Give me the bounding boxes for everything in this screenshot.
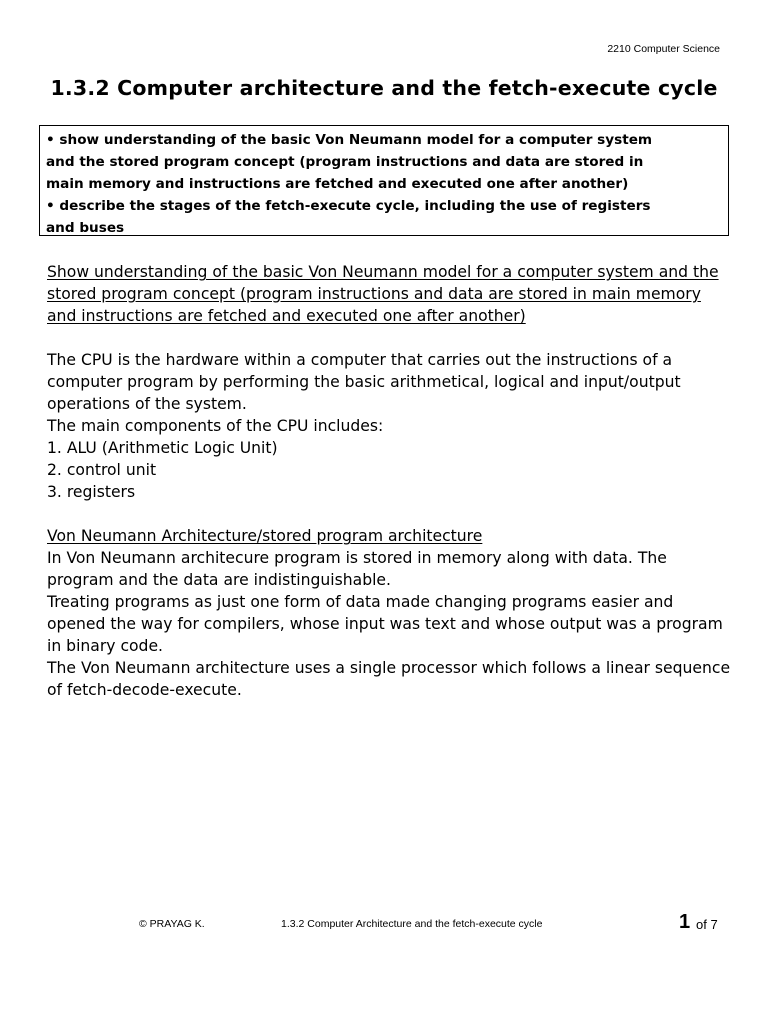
paragraph-line: The CPU is the hardware within a computer that carries out the instructions of a [47,351,673,369]
objective-line: • show understanding of the basic Von Neumann model for a computer system [46,132,653,148]
footer-copyright: © PRAYAG K. [139,918,205,930]
page-footer [0,911,768,937]
objective-line: • describe the stages of the fetch-execute cycle, including the use of registers [46,198,651,214]
paragraph-line: in binary code. [47,637,164,655]
page-total: of 7 [696,917,718,932]
section-heading-line: and instructions are fetched and executed one after another) [47,307,526,325]
paragraph-line: operations of the system. [47,395,247,413]
components-intro: The main components of the CPU includes: [47,417,384,435]
list-item: 1. ALU (Arithmetic Logic Unit) [47,439,278,457]
page-number: 1 [679,911,691,933]
list-item: 3. registers [47,483,136,501]
header-course: 2210 Computer Science [607,43,720,55]
list-item: 2. control unit [47,461,157,479]
objective-line: main memory and instructions are fetched and executed one after another) [46,176,629,192]
objective-line: and buses [46,220,125,236]
section-heading-line: Show understanding of the basic Von Neumann model for a computer system and the [47,263,719,281]
page-title: 1.3.2 Computer architecture and the fetch-execute cycle [50,76,718,100]
learning-objectives-box [39,125,729,236]
paragraph-line: In Von Neumann architecure program is stored in memory along with data. The [47,549,667,567]
paragraph-line: of fetch-decode-execute. [47,681,242,699]
main-content [47,261,732,701]
paragraph-line: opened the way for compilers, whose input was text and whose output was a program [47,615,723,633]
paragraph-line: The Von Neumann architecture uses a single processor which follows a linear sequence [47,659,731,677]
section-heading-line: stored program concept (program instructions and data are stored in main memory [47,285,701,303]
objective-line: and the stored program concept (program instructions and data are stored in [46,154,644,170]
paragraph-line: computer program by performing the basic arithmetical, logical and input/output [47,373,681,391]
footer-title: 1.3.2 Computer Architecture and the fetch-execute cycle [281,918,543,930]
section-heading: Von Neumann Architecture/stored program architecture [47,527,483,545]
paragraph-line: program and the data are indistinguishable. [47,571,391,589]
paragraph-line: Treating programs as just one form of data made changing programs easier and [47,593,674,611]
